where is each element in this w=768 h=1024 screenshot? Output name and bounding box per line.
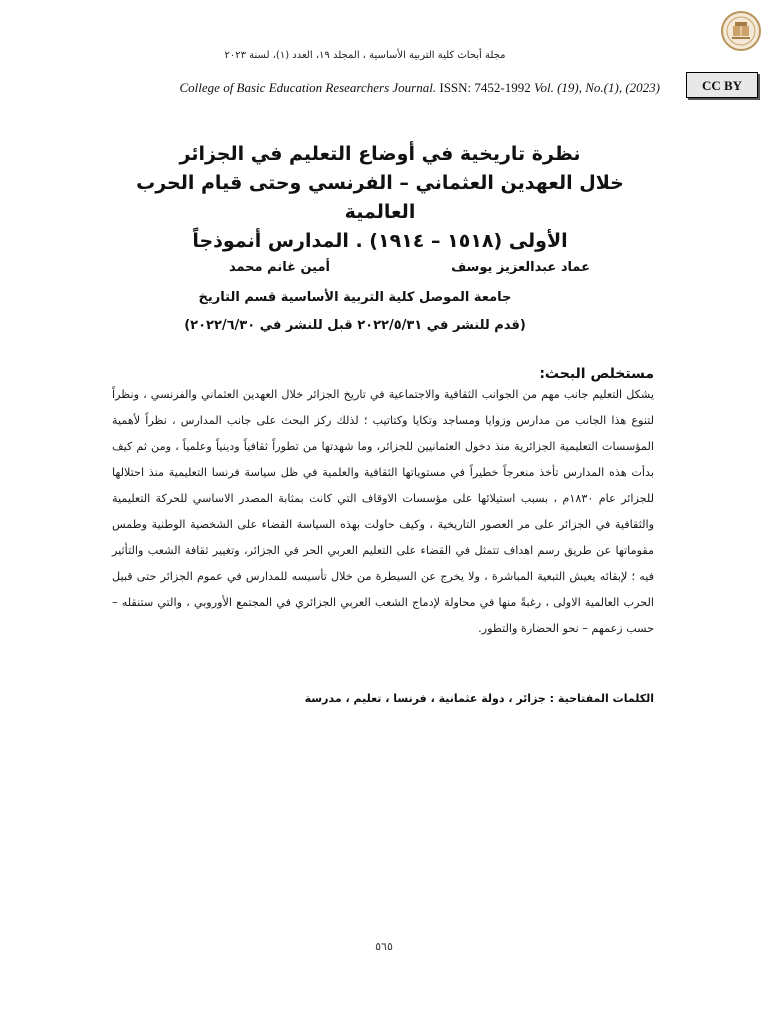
author-affiliation: جامعة الموصل كلية التربية الأساسية قسم التاريخ (198, 290, 512, 305)
abstract-heading: مستخلص البحث: (539, 366, 654, 382)
author-name: عماد عبدالعزيز يوسف (451, 260, 590, 275)
journal-name: College of Basic Education Researchers Journal. (179, 80, 437, 95)
title-line: نظرة تاريخية في أوضاع التعليم في الجزائر (179, 143, 581, 165)
arabic-journal-citation: مجلة أبحاث كلية التربية الأساسية ، المجلد ١٩، العدد (١)، لسنة ٢٠٢٣ (224, 50, 506, 61)
journal-volume: Vol. (19), No.(1), (2023) (533, 80, 660, 95)
submission-dates: (قدم للنشر في ٢٠٢٢/٥/٣١ قبل للنشر في ٢٠٢٢/٦/٣٠) (184, 318, 526, 333)
journal-info-line (60, 80, 660, 96)
cc-by-license-badge: CC BY (686, 72, 758, 98)
author-name: أمين غانم محمد (228, 260, 330, 275)
title-line: الأولى (١٥١٨ – ١٩١٤) . المدارس أنموذجاً (192, 230, 568, 252)
abstract-body: يشكل التعليم جانب مهم من الجوانب الثقافية والاجتماعية في تاريخ الجزائر خلال العهدين العثماني والفرنسي ، ونظراً لتنوع هذا الجانب من مدارس وزوايا ومساجد وتكايا وكتاتيب ؛ لذلك ركز البحث على جانب المدارس ، نظراً لأهمية المؤسسات التعليمية الجزائرية منذ دخول العثمانيين للجزائر، وما شهدتها من تطوراً ثقافياً ودينياً وعلمياً ، ومن ثم كيف بدأت هذه المدارس تأخذ منعرجاً خطيراً في مستوياتها الثقافية والعلمية في ظل سياسة فرنسا التعليمية منذ احتلالها للجزائر عام ١٨٣٠م ، بسبب استيلائها على مؤسسات الاوقاف التي كانت بمثابة المصدر الاساسي للحركة التعليمية والثقافية في الجزائر على مر العصور التاريخية ، وكيف حاولت بهذه السياسة القضاء على الشخصية الوطنية وطمس مقوماتها عن طريق رسم اهداف تتمثل في القضاء على التعليم العربي الحر في الجزائر، وتغيير ثقافة الشعب والتأثير فيه ؛ لإبقائه يعيش التبعية المباشرة ، ولا يخرج عن السيطرة من خلال تأسيسه للمدارس في عموم الجزائر حتى قبيل الحرب العالمية الاولى ، رغبةً منها في محاولة لإدماج الشعب العربي الجزائري في المجتمع الأوروبي ، والتي ستنقله – حسب زعمهم – نحو الحضارة والتطور. (112, 388, 654, 635)
article-title (100, 140, 660, 256)
journal-issn: ISSN: 7452-1992 (439, 80, 531, 95)
keywords: الكلمات المفتاحية : جزائر ، دولة عثمانية ، فرنسا ، تعليم ، مدرسة (304, 692, 654, 705)
page-number: ٥٦٥ (375, 940, 393, 953)
journal-logo-icon (720, 10, 762, 52)
authors (120, 260, 590, 280)
title-line: خلال العهدين العثماني – الفرنسي وحتى قيام الحرب العالمية (136, 172, 624, 223)
